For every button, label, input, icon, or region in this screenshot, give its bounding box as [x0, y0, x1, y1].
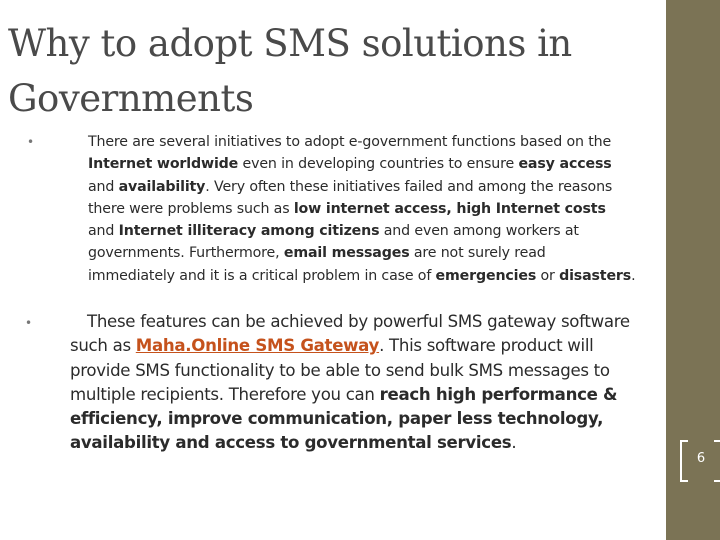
bullet-marker: • [25, 316, 33, 330]
text-run: These features can be achieved by powerful SMS gateway software such as [70, 312, 630, 356]
bold-run: emergencies [435, 267, 537, 284]
page-number: 6 [696, 451, 706, 466]
sms-gateway-link[interactable]: Maha.Online SMS Gateway [135, 336, 380, 356]
bold-run: availability [118, 178, 206, 195]
text-run: . [511, 433, 517, 453]
text-run: There are several initiatives to adopt e-government functions based on the [88, 134, 612, 150]
bold-run: disasters [559, 267, 632, 284]
slide-title: Why to adopt SMS solutions in Governments [8, 22, 572, 120]
text-run: and [88, 223, 119, 240]
text-run: and [88, 178, 119, 195]
bold-run: Internet worldwide [88, 156, 239, 173]
bullet-2-text [70, 310, 640, 456]
page-number-box [680, 440, 720, 480]
text-run: and even among workers at governments. Furthermore, [88, 223, 579, 262]
text-run: . [631, 267, 636, 284]
text-run: . Very often these initiatives failed and among the reasons there were problems such as [88, 178, 613, 217]
bold-run: easy access [518, 156, 612, 173]
bullet-1-text [88, 131, 636, 287]
text-run: or [536, 267, 560, 284]
bold-run: reach high performance & efficiency, improve communication, paper less technology, availability and access to governmental services [70, 384, 618, 453]
text-run: are not surely read immediately and it is a critical problem in case of [88, 245, 546, 284]
bold-run: Internet illiteracy among citizens [118, 223, 380, 240]
bullet-marker: • [27, 135, 35, 149]
text-run: even in developing countries to ensure [238, 156, 519, 173]
text-run: . This software product will provide SMS functionality to be able to send bulk SMS messages to multiple recipients. Therefore you can [70, 336, 610, 404]
bold-run: email messages [283, 245, 410, 262]
bold-run: low internet access, high Internet costs [293, 200, 606, 217]
